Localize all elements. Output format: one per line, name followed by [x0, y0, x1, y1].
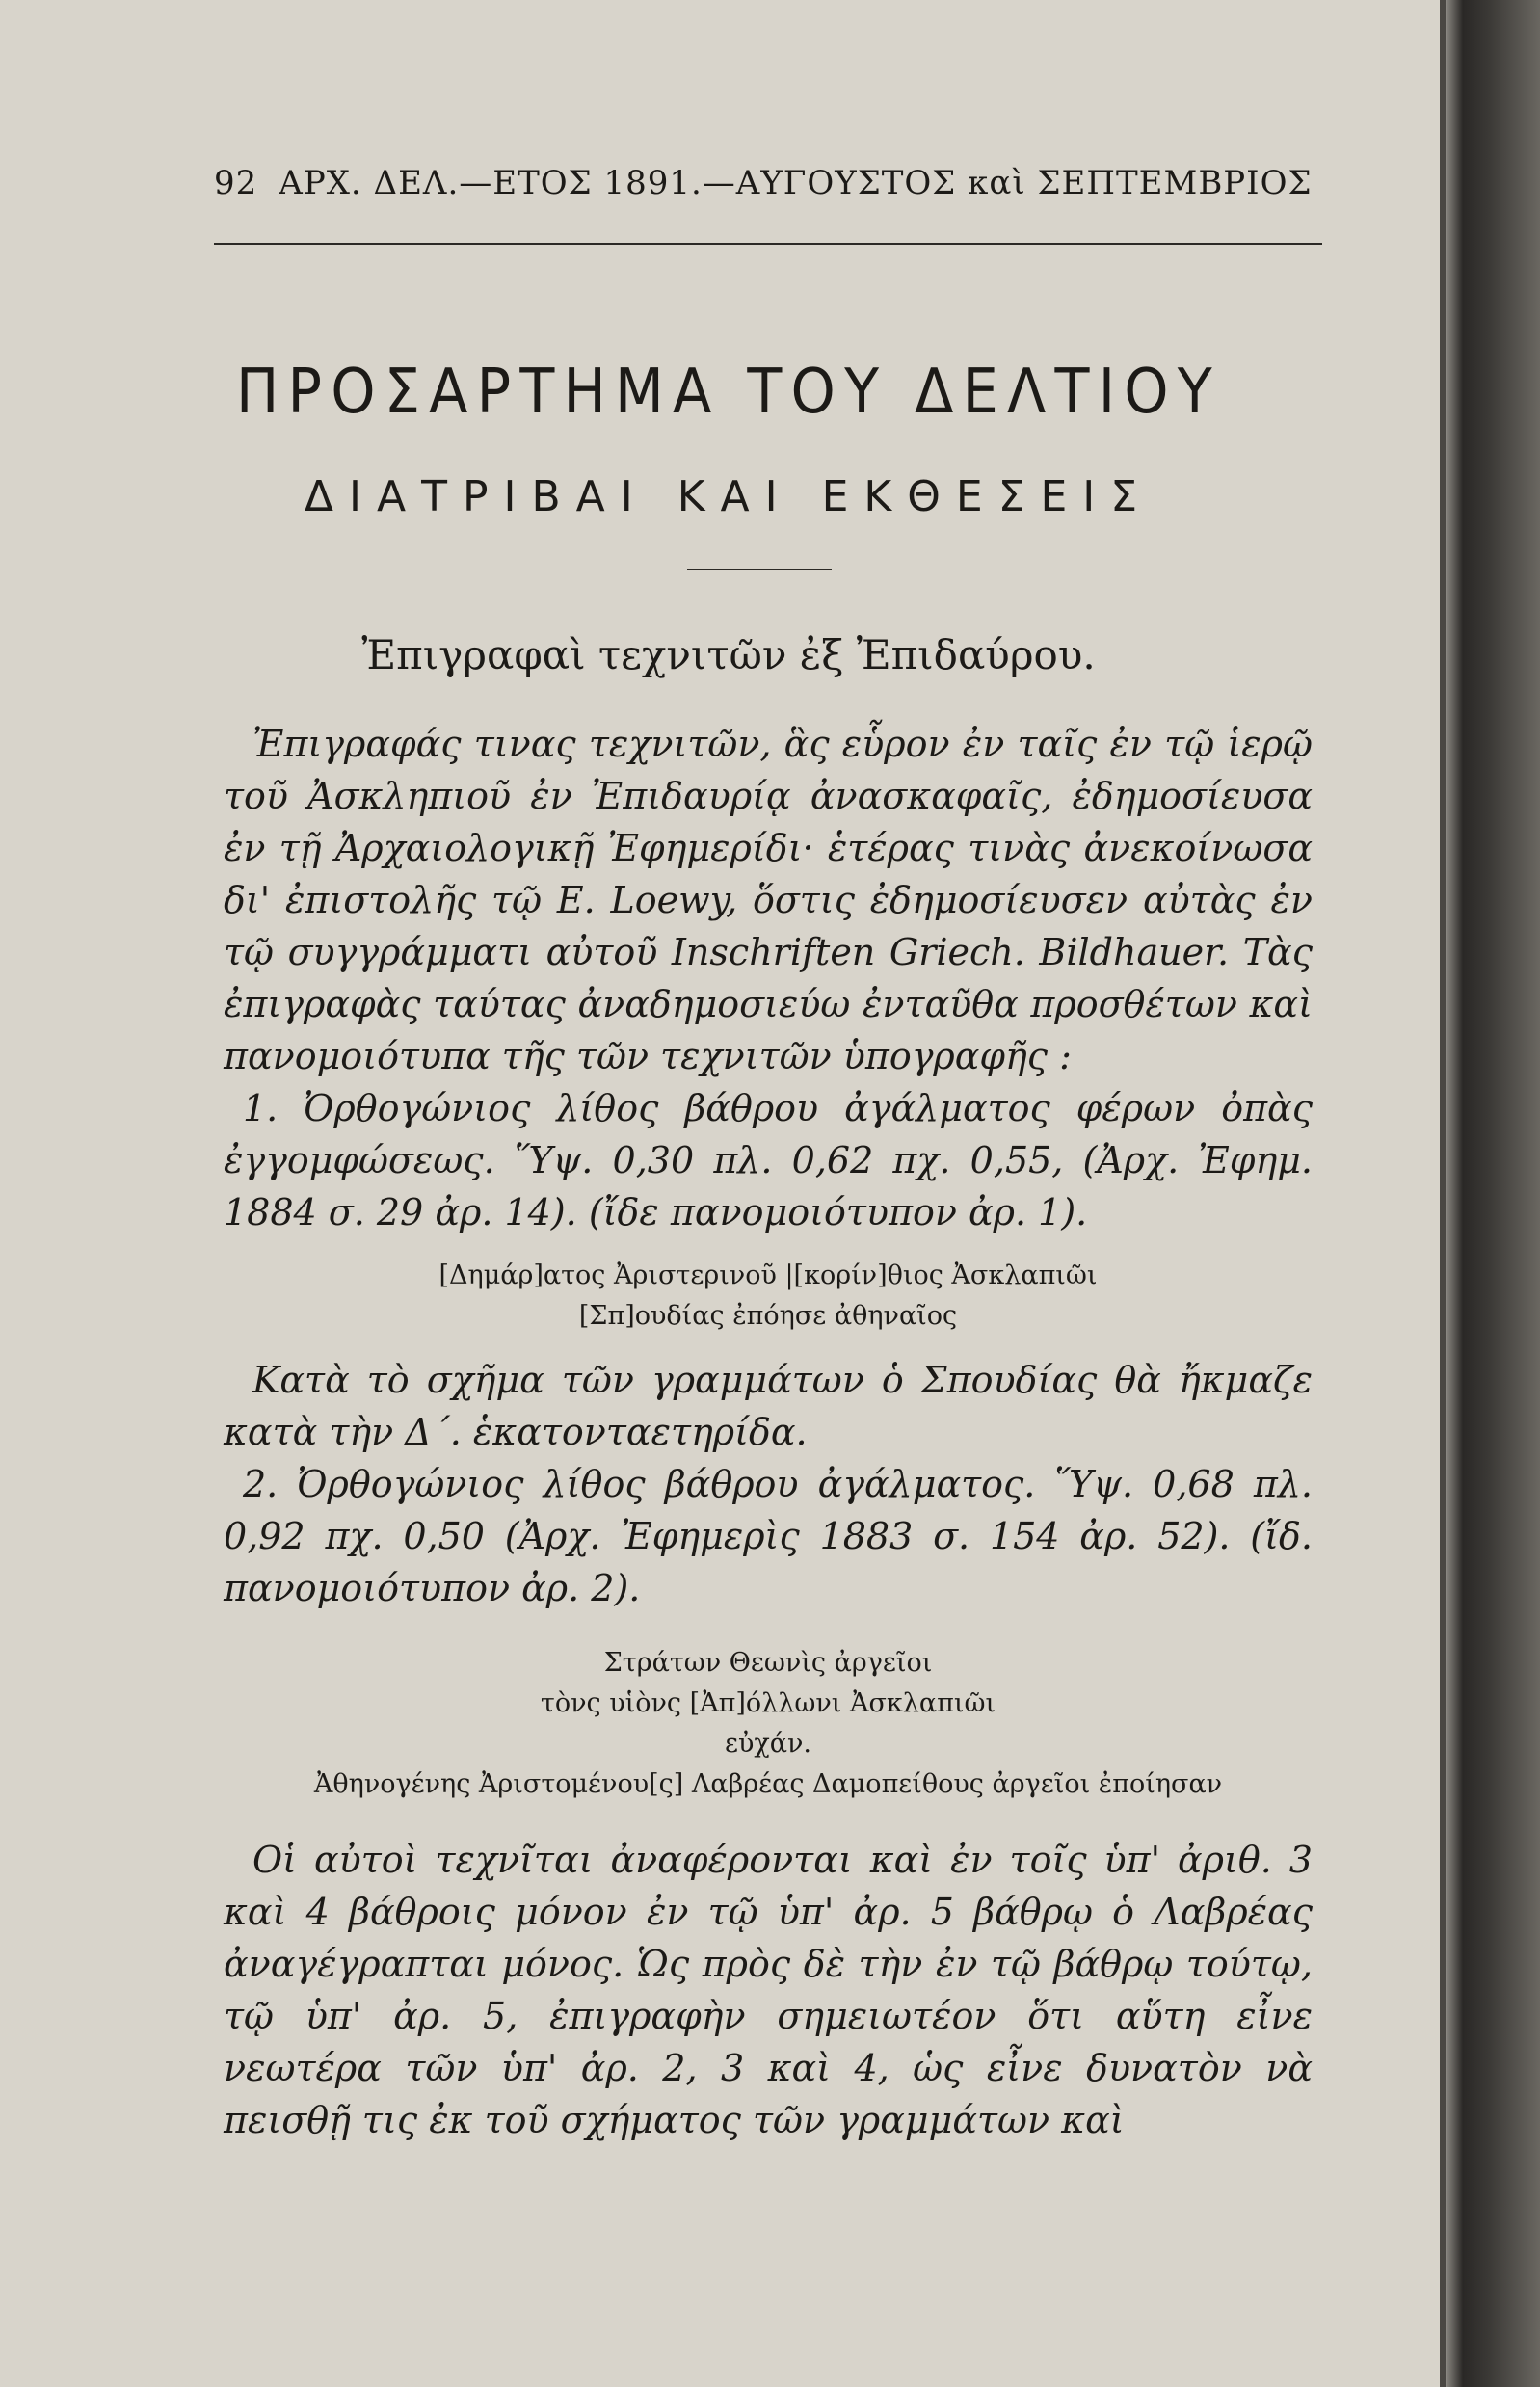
comment-2-paragraph: Οἱ αὐτοὶ τεχνῖται ἀναφέρονται καὶ ἐν τοῖς ὑπ' ἀριθ. 3 καὶ 4 βάθροις μόνον ἐν τῷ ὑπ' ἀρ. 5 βάθρῳ ὁ Λαβρέας ἀναγέγραπται μόνος. Ὡς πρὸς δὲ τὴν ἐν τῷ βάθρῳ τούτῳ, τῷ ὑπ' ἀρ. 5, ἐπιγραφὴν σημειωτέον ὅτι αὕτη εἶνε νεωτέρα τῶν ὑπ' ἀρ. 2, 3 καὶ 4, ὡς εἶνε δυνατὸν νὰ πεισθῇ τις ἐκ τοῦ σχήματος τῶν γραμμάτων καὶ [224, 1839, 1313, 2141]
inscription-line: Ἀθηνογένης Ἀριστομένου[ς] Λαβρέας Δαμοπείθους ἀργεῖοι ἐποίησαν [313, 1769, 1223, 1799]
running-header [214, 164, 1322, 202]
section-subtitle: ΔΙΑΤΡΙΒΑΙ ΚΑΙ ΕΚΘΕΣΕΙΣ [304, 472, 1154, 521]
inscription-line: [Δημάρ]ατος Ἀριστερινοῦ |[κορίν]θιος Ἀσκλαπιῶι [438, 1260, 1098, 1290]
inscription-2 [224, 1643, 1313, 1805]
item-1-paragraph: 1. Ὀρθογώνιος λίθος βάθρου ἀγάλματος φέρων ὀπὰς ἐγγομφώσεως. Ὕψ. 0,30 πλ. 0,62 πχ. 0,55, (Ἀρχ. Ἐφημ. 1884 σ. 29 ἀρ. 14). (ἴδε πανομοιότυπον ἀρ. 1). [224, 1087, 1313, 1233]
inscription-line: εὐχάν. [725, 1729, 811, 1759]
header-rule [214, 243, 1322, 245]
inscription-line: τὸνς υἱὸνς [Ἀπ]όλλωνι Ἀσκλαπιῶι [540, 1688, 996, 1718]
book-gutter [1446, 0, 1540, 2387]
inscription-line: Στράτων Θεωνὶς ἀργεῖοι [603, 1648, 933, 1678]
inscription-1 [224, 1256, 1313, 1337]
item-2-paragraph: 2. Ὀρθογώνιος λίθος βάθρου ἀγάλματος. Ὕψ. 0,68 πλ. 0,92 πχ. 0,50 (Ἀρχ. Ἐφημερὶς 1883 σ. 154 ἀρ. 52). (ἴδ. πανομοιότυπον ἀρ. 2). [224, 1463, 1313, 1609]
main-title: ΠΡΟΣΑΡΤΗΜΑ ΤΟΥ ΔΕΛΤΙΟΥ [236, 357, 1221, 428]
running-title: ΑΡΧ. ΔΕΛ.—ΕΤΟΣ 1891.—ΑΥΓΟΥΣΤΟΣ καὶ ΣΕΠΤΕΜΒΡΙΟΣ [279, 164, 1313, 202]
comment-1-paragraph: Κατὰ τὸ σχῆμα τῶν γραμμάτων ὁ Σπουδίας θὰ ἤκμαζε κατὰ τὴν Δ΄. ἑκατονταετηρίδα. [224, 1359, 1313, 1453]
title-divider [687, 569, 832, 570]
article-title: Ἐπιγραφαὶ τεχνιτῶν ἐξ Ἐπιδαύρου. [361, 631, 1096, 678]
intro-paragraph: Ἐπιγραφάς τινας τεχνιτῶν, ἃς εὗρον ἐν ταῖς ἐν τῷ ἱερῷ τοῦ Ἀσκληπιοῦ ἐν Ἐπιδαυρίᾳ ἀνασκαφαῖς, ἐδημοσίευσα ἐν τῇ Ἀρχαιολογικῇ Ἐφημερίδι· ἑτέρας τινὰς ἀνεκοίνωσα δι' ἐπιστολῆς τῷ E. Loewy, ὅστις ἐδημοσίευσεν αὐτὰς ἐν τῷ συγγράμματι αὐτοῦ Inschriften Griech. Bildhauer. Τὰς ἐπιγραφὰς ταύτας ἀναδημοσιεύω ἐνταῦθα προσθέτων καὶ πανομοιότυπα τῆς τῶν τεχνιτῶν ὑπογραφῆς : [224, 723, 1313, 1077]
body-text [224, 718, 1313, 2146]
inscription-line: [Σπ]ουδίας ἐπόησε ἀθηναῖος [578, 1301, 958, 1331]
page-number: 92 [214, 164, 258, 202]
